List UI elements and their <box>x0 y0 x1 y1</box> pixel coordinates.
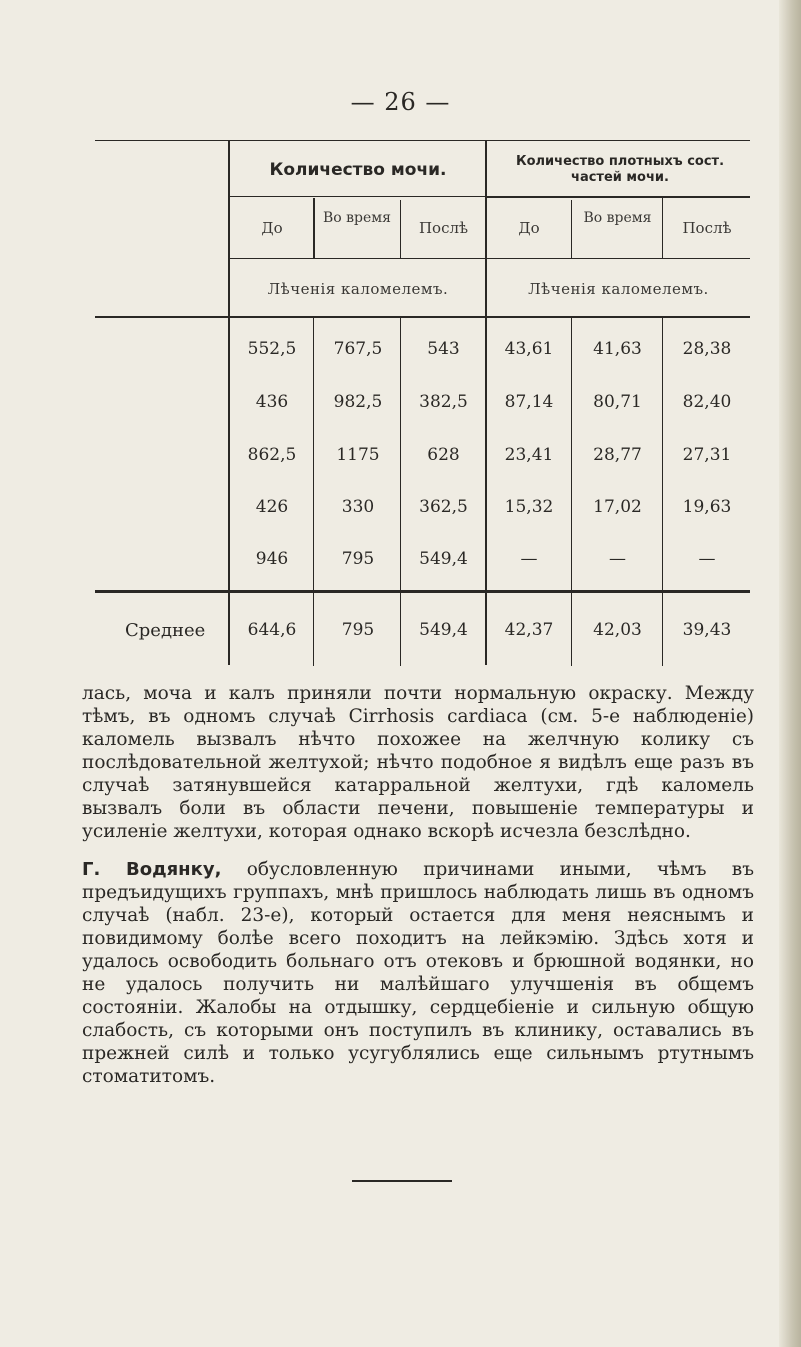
table-cell: 436 <box>255 392 289 412</box>
average-cell: 42,03 <box>593 620 642 640</box>
table-cell: — <box>520 549 538 569</box>
sub-header-during: Во время <box>322 210 392 226</box>
table-cell: 41,63 <box>593 339 642 359</box>
table-cell: 1175 <box>336 445 380 465</box>
footer-rule <box>352 1180 452 1182</box>
page-number: — 26 — <box>350 88 451 116</box>
average-cell: 549,4 <box>419 620 468 640</box>
paragraph-text: лась, моча и калъ приняли почти нормальную окраску. Между тѣмъ, въ одномъ случаѣ Cirrhosis cardiaca (см. 5-е наблюденіе) каломель вызвалъ нѣчто похожее на желчную колику съ послѣдовательной желтухой; нѣчто подобное я видѣлъ еще разъ въ случаѣ затянувшейся катарральной желтухи, гдѣ каломель вызвалъ боли въ области печени, повышеніе температуры и усиленіе желтухи, которая однако вскорѣ исчезла безслѣдно. <box>82 683 754 842</box>
section-lead: Г. Водянку, <box>82 859 222 880</box>
table-cell: 382,5 <box>419 392 468 412</box>
table-cell: — <box>609 549 626 569</box>
paragraph-calomel-effects <box>82 682 754 843</box>
urine-table <box>95 140 750 670</box>
table-cell: 27,31 <box>682 445 732 465</box>
table-cell: 426 <box>255 497 289 517</box>
table-cell: 552,5 <box>247 339 297 359</box>
table-cell: 982,5 <box>333 392 383 412</box>
average-label: Среднее <box>125 620 206 641</box>
table-cell: — <box>698 549 716 569</box>
average-cell: 39,43 <box>682 620 732 640</box>
table-cell: 82,40 <box>682 392 732 412</box>
page-edge-shadow <box>779 0 801 1347</box>
paragraph-dropsy <box>82 858 754 1088</box>
group-header-urine: Количество мочи. <box>269 160 447 180</box>
average-cell: 42,37 <box>504 620 554 640</box>
group-header-solids: Количество плотныхъ сост. частей мочи. <box>515 154 725 185</box>
table-cell: 23,41 <box>504 445 554 465</box>
table-cell: 28,38 <box>682 339 732 359</box>
table-cell: 767,5 <box>333 339 383 359</box>
sub-header-before: До <box>261 219 283 237</box>
table-cell: 946 <box>255 549 289 569</box>
sub-header-during: Во время <box>583 210 652 226</box>
table-cell: 549,4 <box>419 549 468 569</box>
table-cell: 80,71 <box>593 392 642 412</box>
average-cell: 795 <box>341 620 375 640</box>
table-cell: 362,5 <box>419 497 468 517</box>
table-cell: 19,63 <box>682 497 732 517</box>
table-cell: 628 <box>427 445 460 465</box>
table-cell: 87,14 <box>504 392 554 412</box>
table-cell: 795 <box>341 549 375 569</box>
table-cell: 17,02 <box>593 497 642 517</box>
paragraph-text: обусловленную причинами иными, чѣмъ въ предъидущихъ группахъ, мнѣ пришлось наблюдать лишь въ одномъ случаѣ (набл. 23-е), который остается для меня неяснымъ и повидимому болѣе всего походитъ на лейкэмію. Здѣсь хотя и удалось освободить больнаго отъ отековъ и брюшной водянки, но не удалось получить ни малѣйшаго улучшенія въ общемъ состояніи. Жалобы на отдышку, сердцебіеніе и сильную общую слабость, съ которыми онъ поступилъ въ клинику, оставались въ прежней силѣ и только усугублялись еще сильнымъ ртутнымъ стоматитомъ. <box>82 859 754 1087</box>
treatment-label: Лѣченія каломелемъ. <box>528 280 709 298</box>
average-cell: 644,6 <box>247 620 297 640</box>
sub-header-after: Послѣ <box>418 219 469 237</box>
table-cell: 543 <box>427 339 460 359</box>
treatment-label: Лѣченія каломелемъ. <box>267 280 449 298</box>
table-cell: 28,77 <box>593 445 642 465</box>
table-cell: 330 <box>341 497 375 517</box>
table-cell: 862,5 <box>247 445 297 465</box>
sub-header-before: До <box>518 219 540 237</box>
table-cell: 15,32 <box>504 497 554 517</box>
sub-header-after: Послѣ <box>682 219 732 237</box>
table-cell: 43,61 <box>504 339 554 359</box>
